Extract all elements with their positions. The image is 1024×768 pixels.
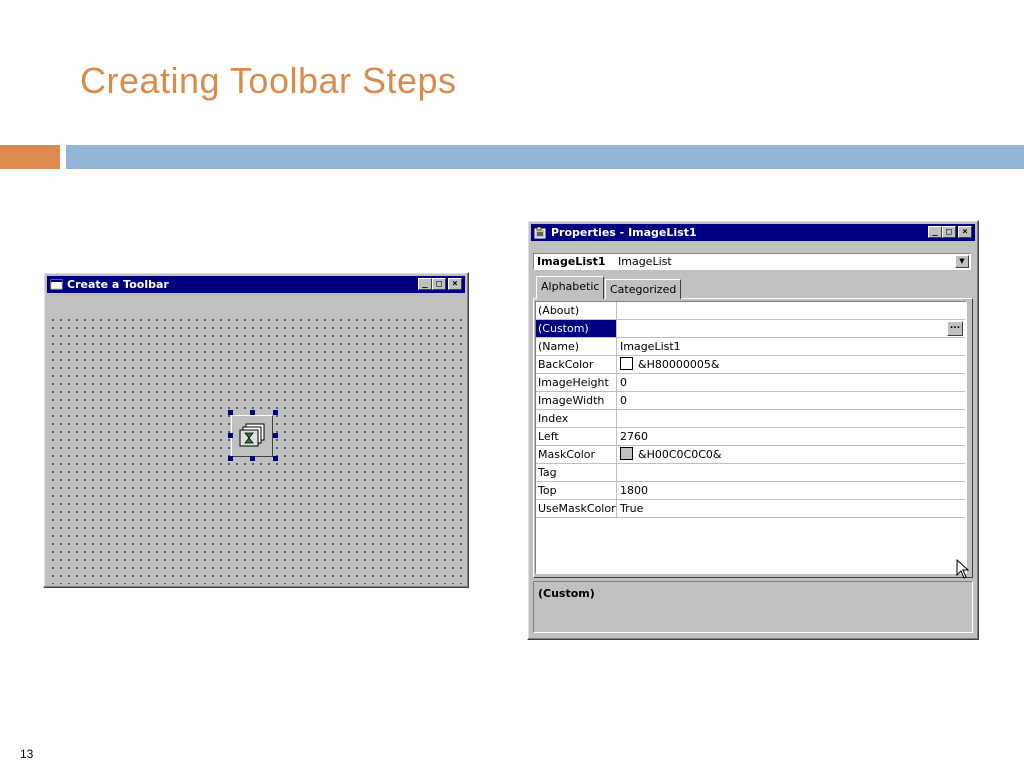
property-value-color[interactable] (620, 356, 719, 373)
property-value[interactable]: 1800 (620, 484, 648, 497)
property-name: Top (536, 482, 617, 499)
form-icon (50, 278, 63, 291)
description-pane (533, 581, 973, 633)
property-row[interactable] (536, 374, 965, 392)
selection-handle[interactable] (250, 456, 255, 461)
description-title: (Custom) (538, 587, 595, 600)
property-value[interactable]: ImageList1 (620, 340, 681, 353)
form-window-title: Create a Toolbar (67, 278, 169, 291)
property-row[interactable] (536, 410, 965, 428)
accent-bar-blue (66, 145, 1024, 169)
property-value[interactable]: 0 (620, 394, 627, 407)
property-value-color[interactable] (620, 446, 721, 463)
slide-title: Creating Toolbar Steps (80, 60, 457, 101)
properties-titlebar[interactable] (531, 224, 975, 241)
selection-handle[interactable] (228, 410, 233, 415)
dropdown-arrow-icon[interactable]: ▼ (955, 255, 969, 268)
selection-handle[interactable] (273, 456, 278, 461)
color-swatch (620, 447, 633, 460)
property-value[interactable]: True (620, 502, 644, 515)
minimize-button[interactable]: _ (418, 278, 432, 290)
close-button[interactable]: × (448, 278, 462, 290)
property-row[interactable] (536, 302, 965, 320)
properties-window (527, 220, 979, 640)
property-row[interactable] (536, 500, 965, 518)
close-button[interactable]: × (958, 226, 972, 238)
color-swatch (620, 357, 633, 370)
property-name: ImageWidth (536, 392, 617, 409)
color-value-text: &H00C0C0C0& (638, 448, 722, 461)
property-name: (Custom) (536, 320, 617, 337)
property-row[interactable] (536, 356, 965, 374)
property-name: (About) (536, 302, 617, 319)
property-name: UseMaskColor (538, 502, 616, 515)
selection-handle[interactable] (250, 410, 255, 415)
selection-handle[interactable] (228, 433, 233, 438)
tab-alphabetic[interactable]: Alphabetic (536, 276, 604, 299)
mouse-cursor-icon (956, 559, 970, 579)
property-row[interactable] (536, 392, 965, 410)
property-row[interactable] (536, 338, 965, 356)
object-selector[interactable] (533, 253, 971, 270)
property-name: BackColor (536, 356, 617, 373)
property-row[interactable] (536, 428, 965, 446)
property-row[interactable] (536, 482, 965, 500)
properties-icon (534, 226, 547, 239)
imagelist-control[interactable] (231, 415, 273, 457)
property-name: Left (536, 428, 617, 445)
property-name: Index (536, 410, 617, 427)
property-row[interactable] (536, 446, 965, 464)
property-value[interactable]: 0 (620, 376, 627, 389)
selection-handle[interactable] (273, 410, 278, 415)
object-name: ImageList1 (537, 255, 606, 268)
accent-bar-orange (0, 145, 60, 169)
maximize-button[interactable]: □ (942, 226, 956, 238)
maximize-button[interactable]: □ (432, 278, 446, 290)
minimize-button[interactable]: _ (928, 226, 942, 238)
property-name: Tag (536, 464, 617, 481)
property-value[interactable]: 2760 (620, 430, 648, 443)
property-grid (535, 301, 967, 574)
imagelist-icon (232, 416, 272, 456)
object-type: ImageList (618, 255, 672, 268)
property-row[interactable] (536, 464, 965, 482)
form-titlebar[interactable] (47, 276, 465, 293)
property-name: ImageHeight (536, 374, 617, 391)
form-top-strip (47, 294, 465, 314)
properties-window-title: Properties - ImageList1 (551, 226, 697, 239)
property-name: (Name) (536, 338, 617, 355)
selection-handle[interactable] (228, 456, 233, 461)
color-value-text: &H80000005& (638, 358, 720, 371)
selection-handle[interactable] (273, 433, 278, 438)
tab-categorized[interactable]: Categorized (605, 279, 681, 299)
property-name: MaskColor (536, 446, 617, 463)
page-number: 13 (20, 747, 34, 761)
ellipsis-button[interactable]: ... (947, 321, 963, 336)
property-row-selected[interactable] (536, 320, 965, 338)
